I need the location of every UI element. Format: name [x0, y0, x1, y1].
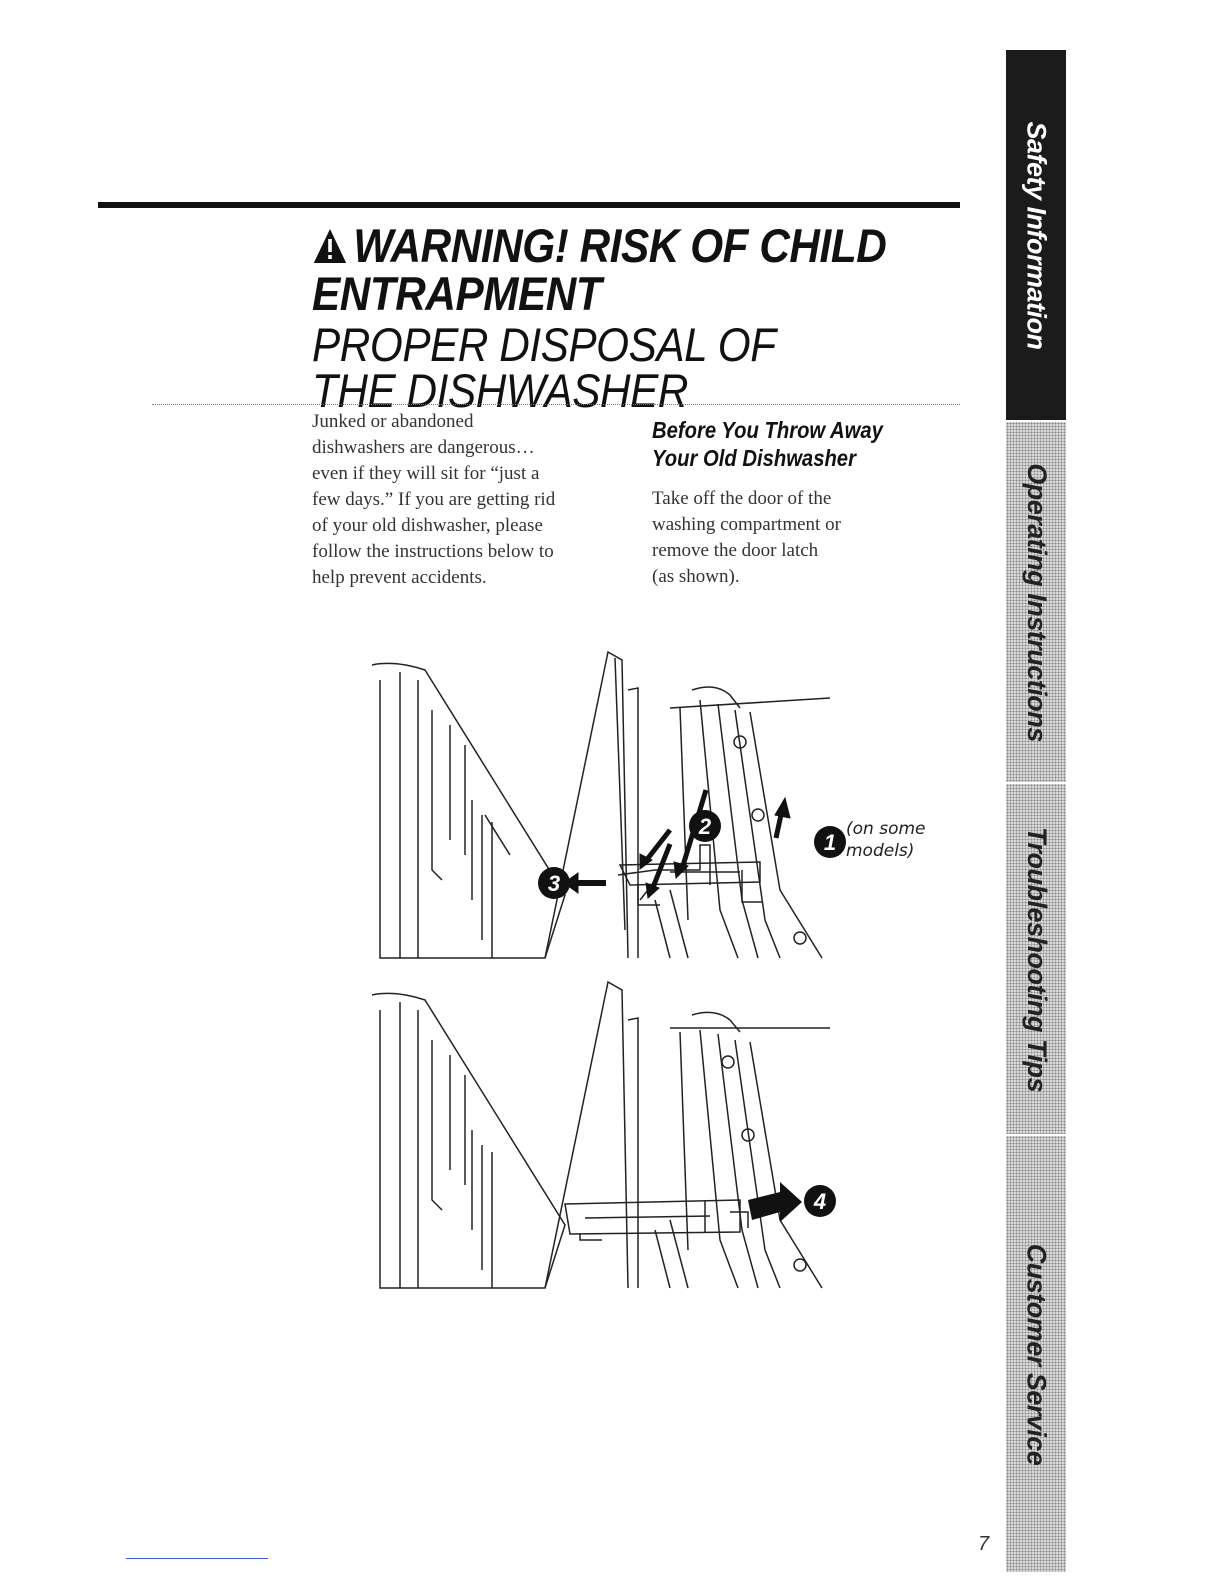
warning-header — [312, 219, 952, 417]
step-badge-1: 1 — [823, 830, 837, 855]
tab-operating-instructions[interactable] — [1006, 422, 1066, 782]
before-line: (as shown). — [652, 566, 740, 587]
page-number: 7 — [978, 1533, 990, 1555]
door-latch-illustration — [370, 640, 850, 1590]
intro-line: even if they will sit for “just a — [312, 463, 540, 484]
before-heading-line: Before You Throw Away — [652, 417, 883, 443]
intro-line: of your old dishwasher, please — [312, 515, 543, 536]
tab-label: Safety Information — [1021, 120, 1052, 350]
intro-paragraph — [312, 409, 632, 591]
subheading-line2: THE DISHWASHER — [312, 364, 689, 417]
warning-title-line2: ENTRAPMENT — [312, 267, 602, 320]
tab-customer-service[interactable] — [1006, 1136, 1066, 1572]
before-heading — [652, 416, 916, 472]
footer-rule — [126, 1558, 268, 1559]
intro-line: Junked or abandoned — [312, 411, 474, 432]
on-some-models-note — [846, 818, 926, 862]
section-tabs — [1006, 50, 1066, 1572]
intro-line: few days.” If you are getting rid — [312, 489, 556, 510]
warning-title-line1 — [312, 219, 888, 272]
tab-safety-information[interactable] — [1006, 50, 1066, 420]
before-line: Take off the door of the — [652, 488, 832, 509]
warning-triangle-icon — [312, 227, 348, 265]
section-divider — [152, 404, 960, 405]
callout-line: (on some — [846, 819, 926, 839]
intro-line: follow the instructions below to — [312, 541, 554, 562]
intro-line: dishwashers are dangerous… — [312, 437, 535, 458]
warning-title-text: WARNING! RISK OF CHILD — [353, 219, 887, 272]
before-heading-line: Your Old Dishwasher — [652, 445, 856, 471]
before-paragraph — [652, 486, 952, 590]
tab-label: Customer Service — [1021, 1243, 1052, 1465]
intro-line: help prevent accidents. — [312, 567, 487, 588]
step-badge-2: 2 — [698, 814, 712, 839]
subheading-line1: PROPER DISPOSAL OF — [312, 318, 776, 371]
tab-label: Troubleshooting Tips — [1021, 826, 1052, 1092]
before-line: washing compartment or — [652, 514, 841, 535]
step-badge-4: 4 — [813, 1189, 827, 1214]
tab-label: Operating Instructions — [1021, 462, 1052, 742]
tab-troubleshooting-tips[interactable] — [1006, 784, 1066, 1134]
step-badge-3: 3 — [547, 871, 561, 896]
callout-line: models) — [846, 841, 915, 861]
before-line: remove the door latch — [652, 540, 819, 561]
top-rule — [98, 202, 960, 208]
